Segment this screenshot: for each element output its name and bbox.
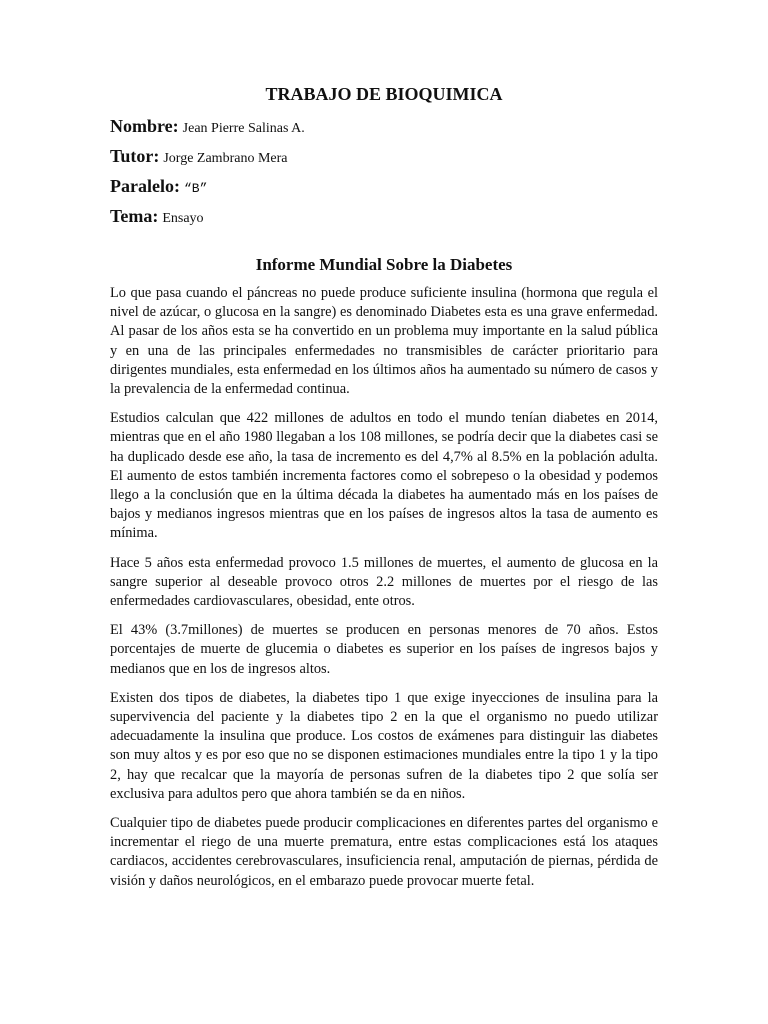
field-tutor-value: Jorge Zambrano Mera — [163, 151, 288, 166]
field-paralelo-label: Paralelo: — [110, 176, 180, 196]
field-nombre-label: Nombre: — [110, 116, 179, 136]
document-page — [110, 82, 658, 901]
field-nombre — [110, 111, 658, 141]
paragraph-5: Existen dos tipos de diabetes, la diabetes tipo 1 que exige inyecciones de insulina para la supervivencia del paciente y la diabetes tipo 2 en la que el organismo no puedo utilizar adecuadamente la insulina que produce. Los costos de exámenes para distinguir las diabetes son muy altos y es por eso que no se disponen estimaciones mundiales entre la tipo 1 y la tipo 2, hay que recalcar que la mayoría de personas sufren de la diabetes tipo 2 que solía ser exclusiva para adultos pero que ahora también se da en niños. — [110, 689, 658, 802]
field-tutor — [110, 141, 658, 171]
field-tema-label: Tema: — [110, 206, 159, 226]
paragraph-1: Lo que pasa cuando el páncreas no puede produce suficiente insulina (hormona que regula el nivel de azúcar, o glucosa en la sangre) es denominado Diabetes esta es una grave enfermedad. Al pasar de los años esta se ha convertido en un problema muy importante en la salud pública y en una de las principales enfermedades no transmisibles de carácter prioritario para dirigentes mundiales, esta enfermedad en los últimos años ha aumentado su número de casos y la prevalencia de la enfermedad continua. — [110, 285, 658, 398]
field-paralelo-value: “B” — [183, 181, 208, 196]
field-paralelo — [110, 171, 658, 201]
paragraph-4: El 43% (3.7millones) de muertes se producen en personas menores de 70 años. Estos porcentajes de muerte de glucemia o diabetes es superior en los países de ingresos bajos y medianos que en los de ingresos altos. — [110, 622, 658, 677]
field-nombre-value: Jean Pierre Salinas A. — [182, 121, 305, 136]
field-tema — [110, 201, 658, 231]
field-tutor-label: Tutor: — [110, 146, 160, 166]
paragraph-2: Estudios calculan que 422 millones de adultos en todo el mundo tenían diabetes en 2014, mientras que en el año 1980 llegaban a los 108 millones, se podría decir que la diabetes casi se ha duplicado desde ese año, la tasa de incremento es del 4,7% al 8.5% en la población adulta. El aumento de estos también incrementa factores como el sobrepeso o la obesidad y podemos llego a la conclusión que en la última década la diabetes ha aumentado más en los países de bajos y medianos ingresos mientras que en los países de ingresos altos la tasa de aumento es mínima. — [110, 410, 658, 542]
section-title: Informe Mundial Sobre la Diabetes — [255, 255, 513, 274]
paragraph-3: Hace 5 años esta enfermedad provoco 1.5 millones de muertes, el aumento de glucosa en la sangre superior al deseable provoco otros 2.2 millones de muertes por el riesgo de las enfermedades cardiovasculares, obesidad, ente otros. — [110, 554, 658, 610]
paragraph-6: Cualquier tipo de diabetes puede producir complicaciones en diferentes partes del organismo e incrementar el riego de una muerte prematura, entre estas complicaciones está los ataques cardiacos, accidentes cerebrovasculares, insuficiencia renal, amputación de piernas, pérdida de visión y daños neurológicos, en el embarazo puede provocar muerte fetal. — [110, 815, 658, 889]
field-tema-value: Ensayo — [162, 211, 204, 226]
document-title: TRABAJO DE BIOQUIMICA — [265, 84, 503, 104]
